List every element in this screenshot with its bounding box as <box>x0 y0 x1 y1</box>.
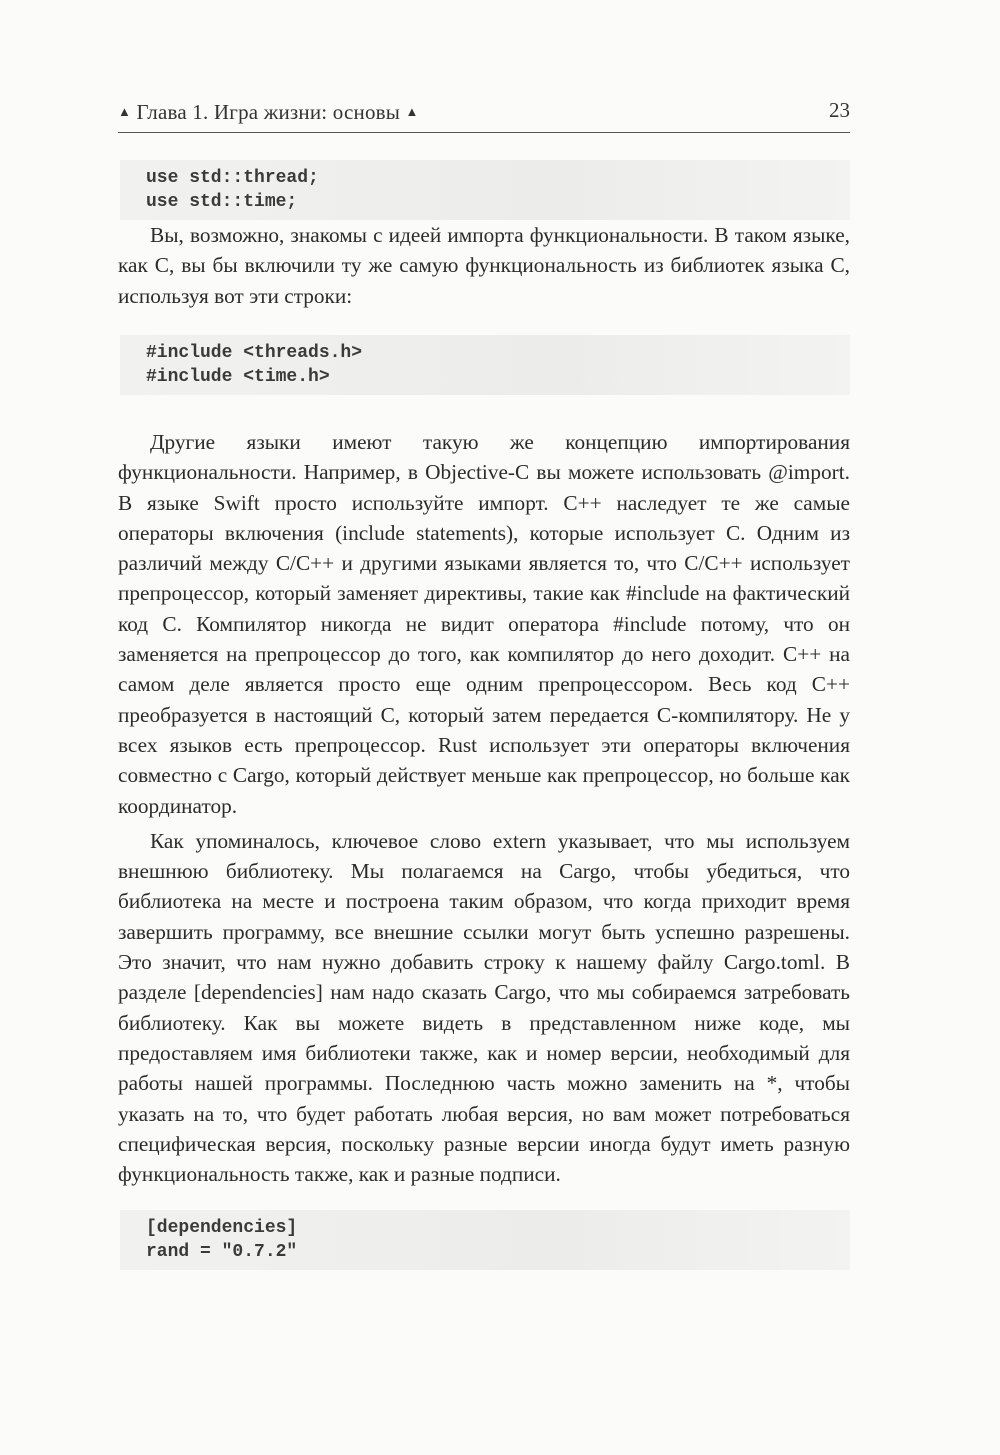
triangle-marker-icon: ▲ <box>118 104 132 119</box>
code-block-c-include <box>120 335 850 395</box>
paragraph: Другие языки имеют такую же концепцию импортирования функциональности. Например, в Objective-C вы можете использовать @import. В языке Swift просто используйте импорт. С++ наследует те же самые операторы включения (include statements), которые использует С. Одним из различий между С/С++ и другими языками является то, что С/С++ использует препроцессор, который заменяет директивы, такие как #include на фактический код С. Компилятор никогда не видит оператора #include потому, что он заменяется на препроцессор до того, как компилятор до него доходит. С++ на самом деле является просто еще одним препроцессором. Весь код С++ преобразуется в настоящий С, который затем передается С-компилятору. Не у всех языков есть препроцессор. Rust использует эти операторы включения совместно с Cargo, который действует меньше как препроцессор, но больше как координатор. <box>118 430 850 818</box>
code-line: rand = "0.7.2" <box>146 1242 298 1262</box>
code-line: #include <threads.h> <box>146 343 363 363</box>
paragraph: Вы, возможно, знакомы с идеей импорта функциональности. В таком языке, как С, вы бы включили ту же самую функциональность из библиотек языка С, используя вот эти строки: <box>118 223 850 308</box>
page-number: 23 <box>829 98 850 122</box>
running-header <box>118 96 850 133</box>
body-text <box>118 427 850 1194</box>
code-line: [dependencies] <box>146 1218 298 1238</box>
paragraph: Как упоминалось, ключевое слово extern указывает, что мы используем внешнюю библиотеку. Мы полагаемся на Cargo, чтобы убедиться, что библиотека на месте и построена таким образом, что когда приходит время завершить программу, все внешние ссылки могут быть успешно разрешены. Это значит, что нам нужно добавить строку к нашему файлу Cargo.toml. В разделе [dependencies] нам надо сказать Cargo, что мы собираемся затребовать библиотеку. Как вы можете видеть в представленном ниже коде, мы предоставляем имя библиотеки также, как и номер версии, необходимый для работы нашей программы. Последнюю часть можно заменить на *, чтобы указать на то, что будет работать любая версия, но вам может потребоваться специфическая версия, поскольку разные версии иногда будут иметь разную функциональность также, как и разные подписи. <box>118 828 850 1187</box>
code-line: #include <time.h> <box>146 367 330 387</box>
code-line: use std::time; <box>146 192 298 212</box>
chapter-title-text: Глава 1. Игра жизни: основы <box>136 100 401 124</box>
code-line: use std::thread; <box>146 168 319 188</box>
code-block-dependencies <box>120 1210 850 1270</box>
triangle-marker-icon: ▲ <box>405 104 419 119</box>
code-block-rust-use <box>120 160 850 220</box>
chapter-title <box>118 100 419 125</box>
paragraph-import-intro <box>118 220 850 316</box>
